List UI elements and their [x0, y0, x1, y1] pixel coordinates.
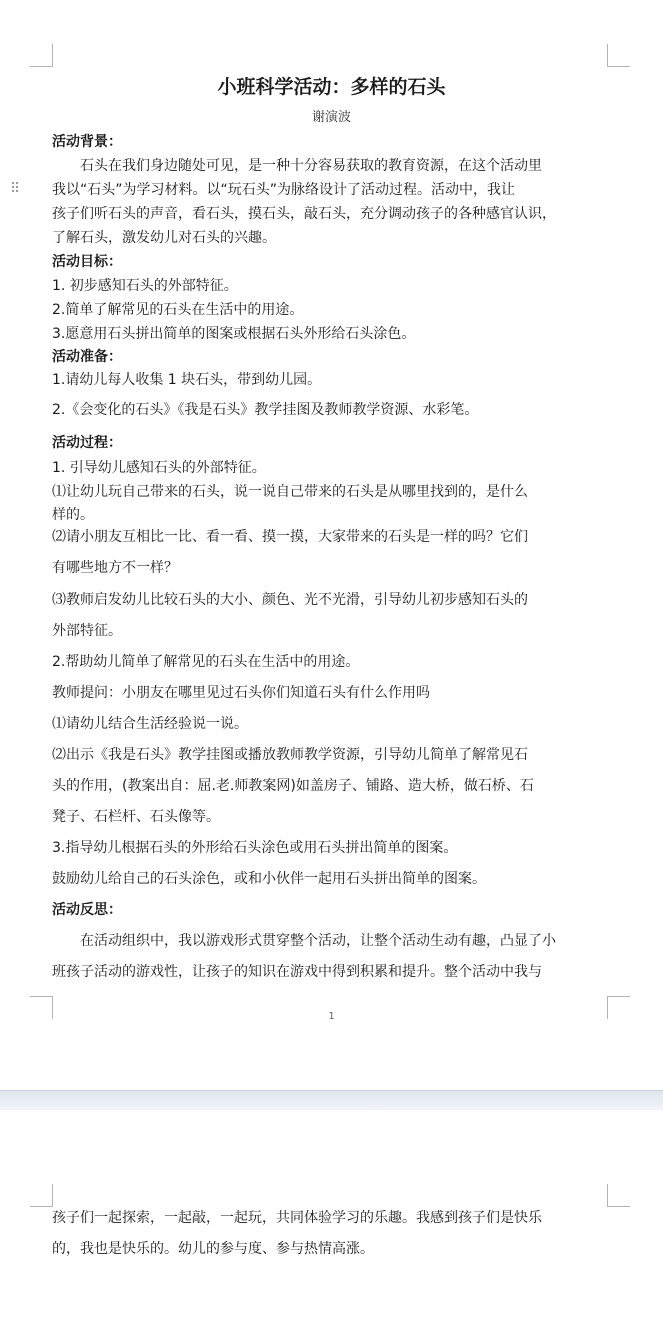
paragraph-line: 教师提问：小朋友在哪里见过石头你们知道石头有什么作用吗 [52, 685, 430, 701]
page-number: 1 [328, 1011, 335, 1022]
crop-mark-top-left [30, 1184, 53, 1207]
paragraph-line: 孩子们一起探索，一起敲，一起玩，共同体验学习的乐趣。我感到孩子们是快乐 [52, 1210, 542, 1226]
section-heading-process: 活动过程： [52, 435, 122, 451]
list-item: 3.愿意用石头拼出简单的图案或根据石头外形给石头涂色。 [52, 326, 416, 342]
paragraph-line: 班孩子活动的游戏性，让孩子的知识在游戏中得到积累和提升。整个活动中我与 [52, 964, 542, 980]
paragraph-line: 我以“石头”为学习材料。以“玩石头”为脉络设计了活动过程。活动中，我让 [52, 182, 516, 198]
paragraph-line: 鼓励幼儿给自己的石头涂色，或和小伙伴一起用石头拼出简单的图案。 [52, 871, 486, 887]
section-heading-reflection: 活动反思： [52, 902, 122, 918]
paragraph-line: 头的作用，(教案出自：屈.老.师教案网)如盖房子、铺路、造大桥，做石桥、石 [52, 778, 534, 794]
page-title: 小班科学活动：多样的石头 [217, 76, 446, 98]
author-name: 谢演波 [311, 110, 351, 125]
paragraph-line: ⑴让幼儿玩自己带来的石头，说一说自己带来的石头是从哪里找到的，是什么 [52, 484, 528, 500]
paragraph-line: 孩子们听石头的声音，看石头，摸石头，敲石头，充分调动孩子的各种感官认识， [52, 206, 556, 222]
paragraph-line: 1. 引导幼儿感知石头的外部特征。 [52, 460, 266, 476]
section-heading-preparation: 活动准备： [52, 349, 122, 365]
paragraph-line: 有哪些地方不一样？ [52, 560, 178, 576]
crop-mark-top-right [607, 44, 630, 67]
paragraph-line: 石头在我们身边随处可见，是一种十分容易获取的教育资源，在这个活动里 [52, 158, 542, 174]
list-item: 1. 初步感知石头的外部特征。 [52, 278, 238, 294]
paragraph-line: 的，我也是快乐的。幼儿的参与度、参与热情高涨。 [52, 1241, 374, 1257]
paragraph-line: 了解石头，激发幼儿对石头的兴趣。 [52, 230, 276, 246]
paragraph-line: ⑶教师启发幼儿比较石头的大小、颜色、光不光滑，引导幼儿初步感知石头的 [52, 592, 528, 608]
section-heading-background: 活动背景： [52, 134, 122, 150]
list-item: 1.请幼儿每人收集 1 块石头，带到幼儿园。 [52, 372, 322, 388]
paragraph-line: ⑵出示《我是石头》教学挂图或播放教师教学资源，引导幼儿简单了解常见石 [52, 747, 528, 763]
document-page-2 [0, 1110, 663, 1339]
section-heading-goals: 活动目标： [52, 254, 122, 270]
paragraph-line: ⑵请小朋友互相比一比、看一看、摸一摸，大家带来的石头是一样的吗？它们 [52, 529, 528, 545]
paragraph-line: 外部特征。 [52, 623, 122, 639]
paragraph-line: 样的。 [52, 507, 94, 523]
list-item: 2.《会变化的石头》《我是石头》教学挂图及教师教学资源、水彩笔。 [52, 402, 479, 418]
drag-handle-icon[interactable]: ⠿ [10, 181, 20, 197]
crop-mark-top-left [30, 44, 53, 67]
paragraph-line: 2.帮助幼儿简单了解常见的石头在生活中的用途。 [52, 654, 360, 670]
paragraph-line: 凳子、石栏杆、石头像等。 [52, 809, 220, 825]
paragraph-line: ⑴请幼儿结合生活经验说一说。 [52, 716, 248, 732]
paragraph-line: 3.指导幼儿根据石头的外形给石头涂色或用石头拼出简单的图案。 [52, 840, 458, 856]
crop-mark-top-right [607, 1184, 630, 1207]
list-item: 2.简单了解常见的石头在生活中的用途。 [52, 302, 304, 318]
page-separator [0, 1090, 663, 1111]
paragraph-line: 在活动组织中，我以游戏形式贯穿整个活动，让整个活动生动有趣，凸显了小 [52, 933, 556, 949]
